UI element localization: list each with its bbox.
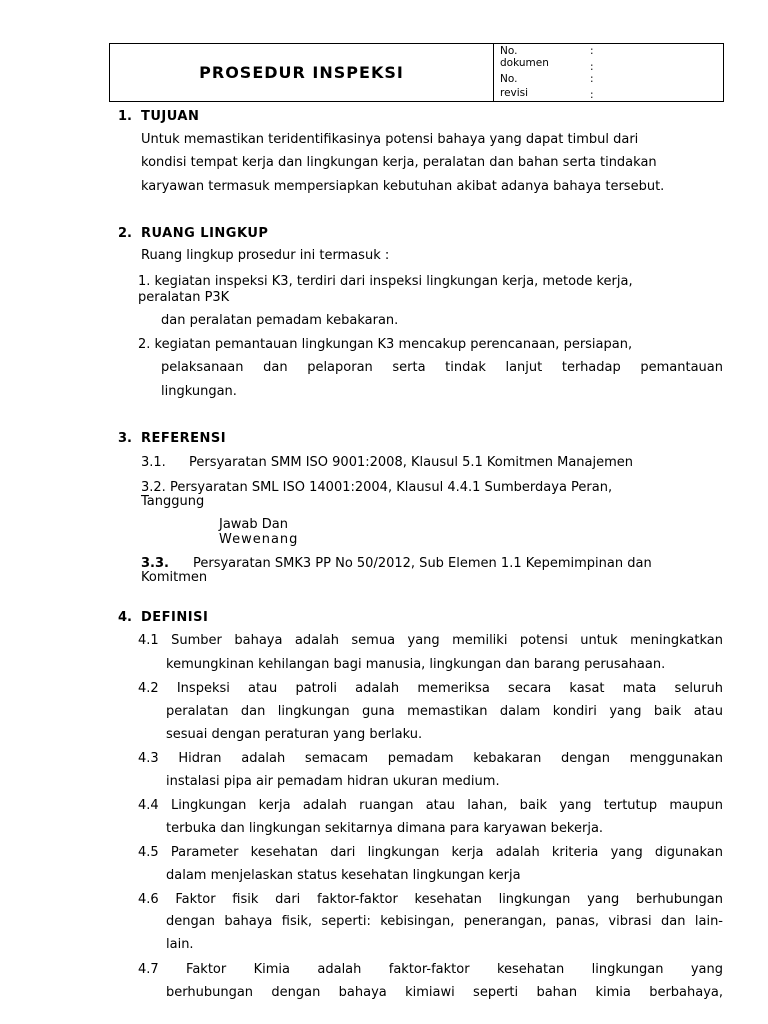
definition-line: 4.3 Hidran adalah semacam pemadam kebakaran dengan menggunakan [138,751,723,766]
meta-colon: : [590,45,594,57]
list-item: pelaksanaan dan pelaporan serta tindak lanjut terhadap pemantauan [161,360,723,375]
definition-line: 4.4 Lingkungan kerja adalah ruangan atau lahan, baik yang tertutup maupun [138,798,723,813]
definition-line: sesuai dengan peraturan yang berlaku. [166,727,423,742]
list-item: 2. kegiatan pemantauan lingkungan K3 mencakup perencanaan, persiapan, [138,337,633,352]
definition-line: terbuka dan lingkungan sekitarnya dimana para karyawan bekerja. [166,821,604,836]
document-title: PROSEDUR INSPEKSI [110,44,494,101]
section-number: 4. [118,610,132,625]
definition-line: dengan bahaya fisik, seperti: kebisingan, penerangan, panas, vibrasi dan lain- [166,914,723,929]
reference-text: 3.2. Persyaratan SML ISO 14001:2004, Klausul 4.4.1 Sumberdaya Peran, [141,480,613,495]
section-title: DEFINISI [141,610,209,625]
section-title: REFERENSI [141,431,227,446]
reference-number: 3.1. [141,455,166,470]
definition-line: 4.7 Faktor Kimia adalah faktor-faktor kesehatan lingkungan yang [138,962,723,977]
section-number: 1. [118,109,132,124]
paragraph-line: Ruang lingkup prosedur ini termasuk : [141,248,390,263]
definition-line: peralatan dan lingkungan guna memastikan dalam kondiri yang baik atau [166,704,723,719]
definition-line: 4.5 Parameter kesehatan dari lingkungan kerja adalah kriteria yang digunakan [138,845,723,860]
reference-text: Persyaratan SMM ISO 9001:2008, Klausul 5.1 Komitmen Manajemen [189,455,634,470]
document-header [109,43,724,102]
definition-line: 4.1 Sumber bahaya adalah semua yang memiliki potensi untuk meningkatkan [138,633,723,648]
definition-line: 4.2 Inspeksi atau patroli adalah memeriksa secara kasat mata seluruh [138,681,723,696]
paragraph-line: karyawan termasuk mempersiapkan kebutuhan akibat adanya bahaya tersebut. [141,179,665,194]
reference-text: Wewenang [219,532,299,547]
reference-text: Persyaratan SMK3 PP No 50/2012, Sub Elemen 1.1 Kepemimpinan dan [193,556,652,571]
section-title: TUJUAN [141,109,200,124]
meta-row [500,87,720,99]
meta-label: dokumen [500,57,549,69]
meta-colon: : [590,73,594,85]
section-title: RUANG LINGKUP [141,226,269,241]
document-meta [494,44,723,101]
reference-text: Tanggung [141,494,205,509]
meta-row [500,45,720,57]
definition-line: dalam menjelaskan status kesehatan lingkungan kerja [166,868,521,883]
meta-label: No. [500,73,518,85]
meta-row [500,73,720,85]
reference-text: Komitmen [141,570,208,585]
list-item: lingkungan. [161,384,237,399]
reference-text: Jawab Dan [219,517,288,532]
definition-line: berhubungan dengan bahaya kimiawi seperti bahan kimia berbahaya, [166,985,723,1000]
definition-line: lain. [166,937,194,952]
definition-line: instalasi pipa air pemadam hidran ukuran medium. [166,774,500,789]
meta-row [500,57,720,73]
section-number: 2. [118,226,132,241]
paragraph-line: Untuk memastikan teridentifikasinya potensi bahaya yang dapat timbul dari [141,132,639,147]
meta-colon: : [590,61,594,73]
definition-line: kemungkinan kehilangan bagi manusia, lingkungan dan barang perusahaan. [166,657,666,672]
list-item: 1. kegiatan inspeksi K3, terdiri dari inspeksi lingkungan kerja, metode kerja, [138,274,633,289]
meta-label: revisi [500,87,529,99]
reference-number: 3.3. [141,556,169,571]
meta-colon: : [590,89,594,101]
meta-label: No. [500,45,518,57]
definition-line: 4.6 Faktor fisik dari faktor-faktor kesehatan lingkungan yang berhubungan [138,892,723,907]
list-item: dan peralatan pemadam kebakaran. [161,313,399,328]
paragraph-line: kondisi tempat kerja dan lingkungan kerja, peralatan dan bahan serta tindakan [141,155,657,170]
list-item: peralatan P3K [138,290,230,305]
section-number: 3. [118,431,132,446]
